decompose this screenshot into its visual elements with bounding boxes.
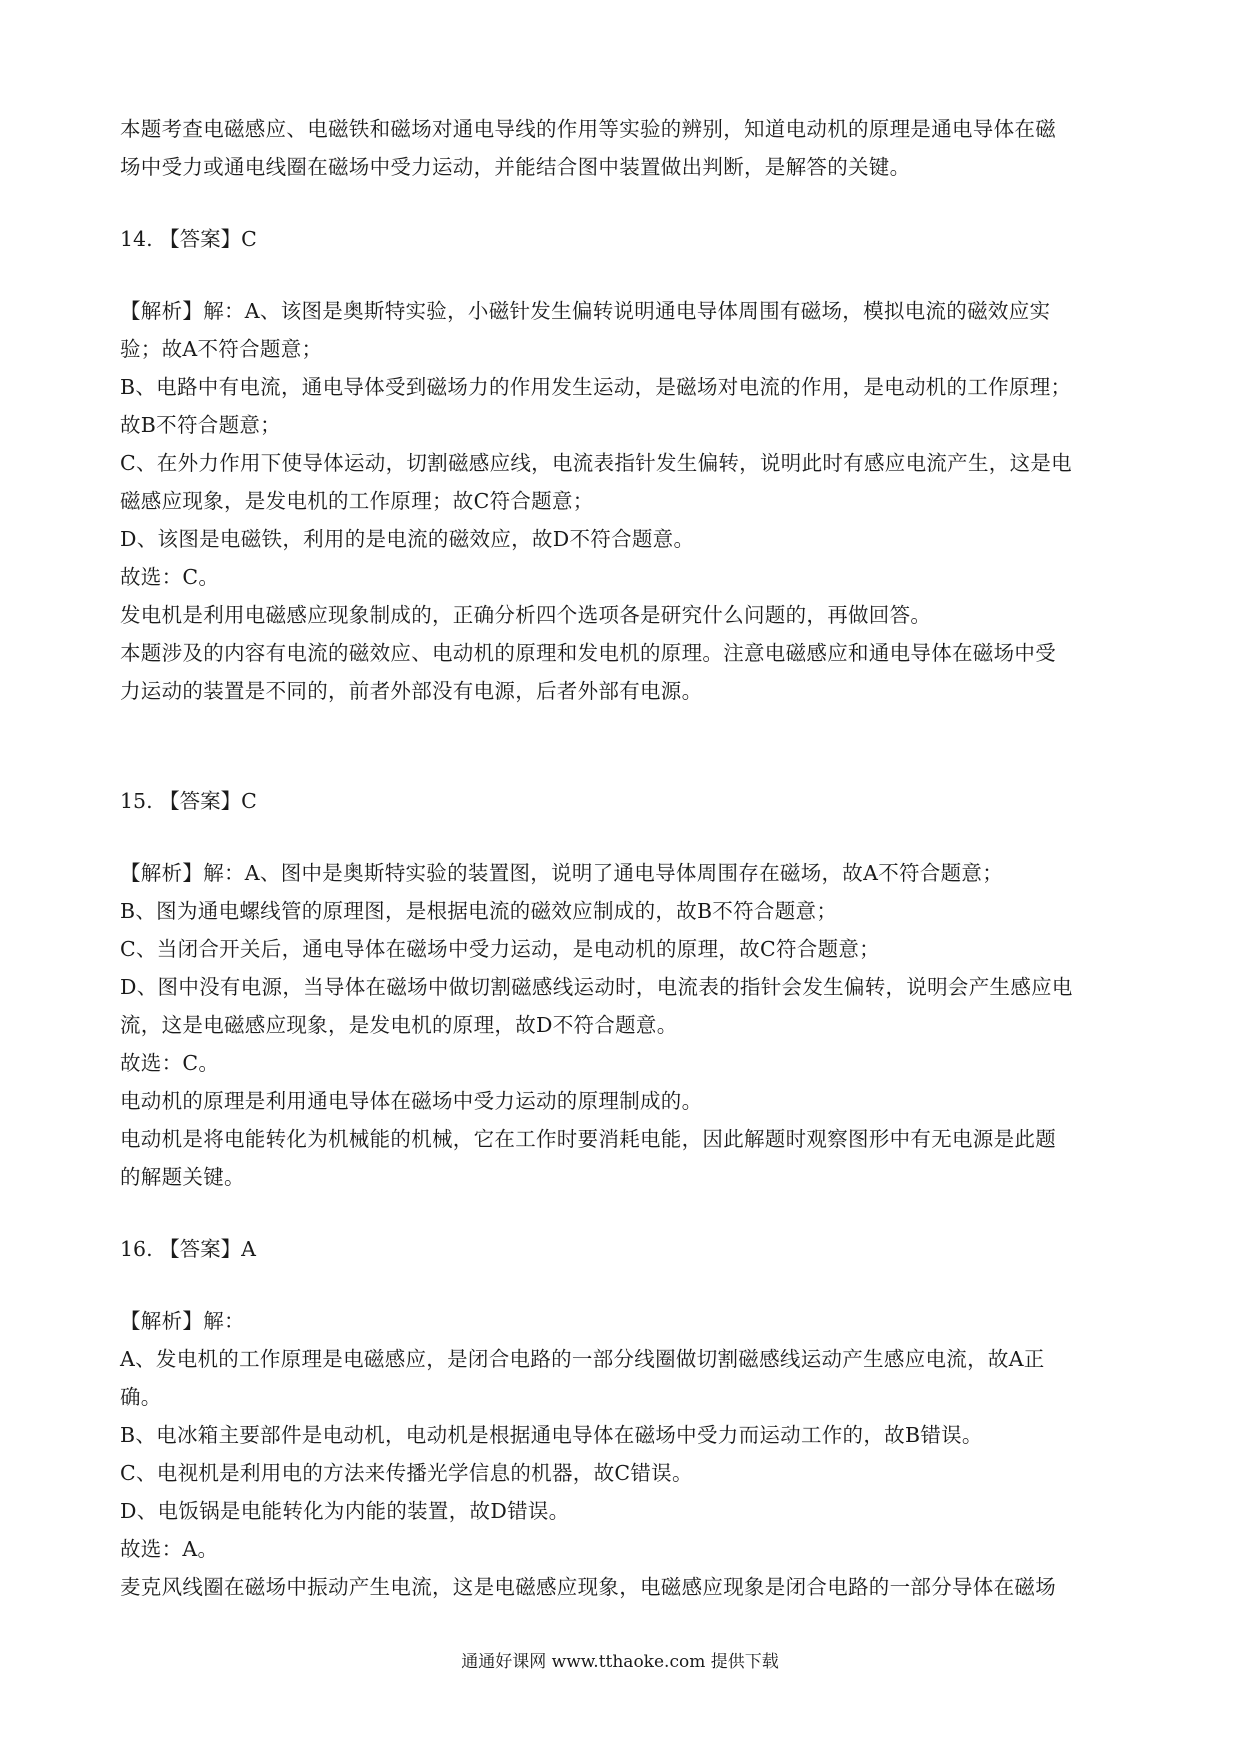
explanation-line: 故B不符合题意； (120, 413, 281, 437)
explanation-line: 麦克风线圈在磁场中振动产生电流，这是电磁感应现象，电磁感应现象是闭合电路的一部分导体在磁场 (120, 1575, 1056, 1599)
explanation-line: C、当闭合开关后，通电导体在磁场中受力运动，是电动机的原理，故C符合题意； (120, 937, 880, 961)
explanation-line: 本题涉及的内容有电流的磁效应、电动机的原理和发电机的原理。注意电磁感应和通电导体在磁场中受 (120, 641, 1056, 665)
explanation-line: 磁感应现象，是发电机的工作原理；故C符合题意； (120, 489, 594, 513)
explanation-line: 【解析】解：A、图中是奥斯特实验的装置图，说明了通电导体周围存在磁场，故A不符合题意； (120, 861, 1004, 885)
explanation-line: D、电饭锅是电能转化为内能的装置，故D错误。 (120, 1499, 570, 1523)
explanation-line: A、发电机的工作原理是电磁感应，是闭合电路的一部分线圈做切割磁感线运动产生感应电流，故A正 (120, 1347, 1045, 1371)
explanation-line: B、电冰箱主要部件是电动机，电动机是根据通电导体在磁场中受力而运动工作的，故B错误。 (120, 1423, 983, 1447)
explanation-line: 【解析】解： (120, 1309, 245, 1333)
explanation-line: C、在外力作用下使导体运动，切割磁感应线，电流表指针发生偏转，说明此时有感应电流产生，这是电 (120, 451, 1072, 475)
answer-heading-16: 16. 【答案】A (120, 1237, 256, 1261)
explanation-line: 确。 (120, 1385, 162, 1409)
explanation-line: 故选：C。 (120, 1051, 220, 1075)
explanation-line: B、电路中有电流，通电导体受到磁场力的作用发生运动，是磁场对电流的作用，是电动机的工作原理； (120, 375, 1072, 399)
document-body (120, 110, 1130, 1606)
explanation-line: 的解题关键。 (120, 1165, 245, 1189)
intro-line: 本题考查电磁感应、电磁铁和磁场对通电导线的作用等实验的辨别，知道电动机的原理是通电导体在磁 (120, 117, 1056, 141)
intro-line: 场中受力或通电线圈在磁场中受力运动，并能结合图中装置做出判断，是解答的关键。 (120, 155, 911, 179)
explanation-line: 故选：A。 (120, 1537, 219, 1561)
explanation-line: 力运动的装置是不同的，前者外部没有电源，后者外部有电源。 (120, 679, 703, 703)
explanation-line: 电动机的原理是利用通电导体在磁场中受力运动的原理制成的。 (120, 1089, 703, 1113)
explanation-line: C、电视机是利用电的方法来传播光学信息的机器，故C错误。 (120, 1461, 693, 1485)
page-footer: 通通好课网 www.tthaoke.com 提供下载 (461, 1652, 779, 1672)
explanation-line: D、图中没有电源，当导体在磁场中做切割磁感线运动时，电流表的指针会发生偏转，说明会产生感应电 (120, 975, 1073, 999)
answer-heading-15: 15. 【答案】C (120, 789, 257, 813)
explanation-line: 发电机是利用电磁感应现象制成的，正确分析四个选项各是研究什么问题的，再做回答。 (120, 603, 932, 627)
explanation-line: D、该图是电磁铁，利用的是电流的磁效应，故D不符合题意。 (120, 527, 695, 551)
explanation-line: 故选：C。 (120, 565, 220, 589)
explanation-line: 【解析】解：A、该图是奥斯特实验，小磁针发生偏转说明通电导体周围有磁场，模拟电流的磁效应实 (120, 299, 1051, 323)
explanation-line: 验；故A不符合题意； (120, 337, 323, 361)
explanation-line: B、图为通电螺线管的原理图，是根据电流的磁效应制成的，故B不符合题意； (120, 899, 838, 923)
explanation-line: 电动机是将电能转化为机械能的机械，它在工作时要消耗电能，因此解题时观察图形中有无电源是此题 (120, 1127, 1056, 1151)
explanation-line: 流，这是电磁感应现象，是发电机的原理，故D不符合题意。 (120, 1013, 678, 1037)
answer-heading-14: 14. 【答案】C (120, 227, 257, 251)
